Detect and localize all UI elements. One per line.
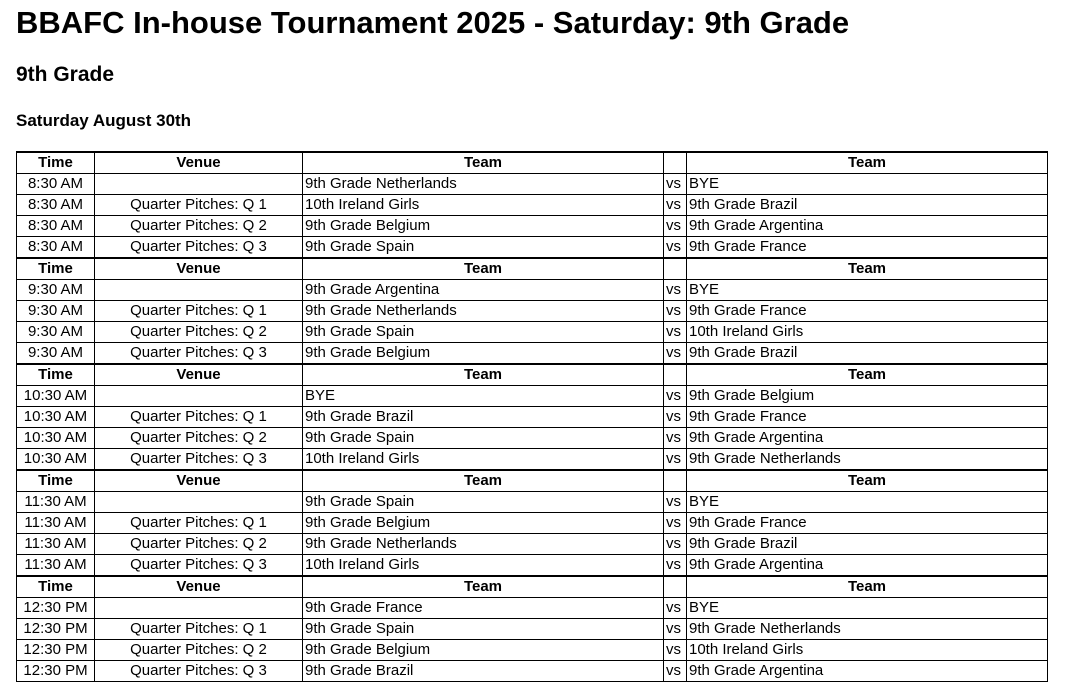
match-venue: Quarter Pitches: Q 1 (95, 407, 303, 428)
match-time: 12:30 PM (17, 619, 95, 640)
match-venue: Quarter Pitches: Q 2 (95, 640, 303, 661)
match-time: 9:30 AM (17, 322, 95, 343)
vs-label: vs (664, 513, 687, 534)
away-team: 9th Grade Belgium (687, 386, 1048, 407)
table-row (17, 449, 1048, 471)
header-vs (664, 152, 687, 174)
match-venue: Quarter Pitches: Q 1 (95, 619, 303, 640)
table-row (17, 661, 1048, 682)
match-venue: Quarter Pitches: Q 2 (95, 428, 303, 449)
table-row (17, 555, 1048, 577)
header-team: Team (303, 364, 664, 386)
table-row (17, 343, 1048, 365)
match-time: 12:30 PM (17, 640, 95, 661)
vs-label: vs (664, 428, 687, 449)
match-venue: Quarter Pitches: Q 1 (95, 195, 303, 216)
home-team: 9th Grade Netherlands (303, 301, 664, 322)
match-venue: Quarter Pitches: Q 3 (95, 555, 303, 577)
date-heading: Saturday August 30th (16, 111, 192, 130)
match-time: 10:30 AM (17, 428, 95, 449)
match-venue: Quarter Pitches: Q 3 (95, 449, 303, 471)
match-venue: Quarter Pitches: Q 3 (95, 237, 303, 259)
header-vs (664, 364, 687, 386)
vs-label: vs (664, 301, 687, 322)
match-venue (95, 174, 303, 195)
header-time: Time (17, 364, 95, 386)
home-team: 9th Grade Spain (303, 619, 664, 640)
home-team: 9th Grade Spain (303, 492, 664, 513)
match-venue: Quarter Pitches: Q 2 (95, 216, 303, 237)
header-time: Time (17, 258, 95, 280)
away-team: BYE (687, 492, 1048, 513)
home-team: BYE (303, 386, 664, 407)
table-row (17, 280, 1048, 301)
vs-label: vs (664, 555, 687, 577)
table-row (17, 237, 1048, 259)
header-venue: Venue (95, 152, 303, 174)
header-venue: Venue (95, 364, 303, 386)
home-team: 9th Grade Netherlands (303, 174, 664, 195)
away-team: 9th Grade Brazil (687, 343, 1048, 365)
match-venue: Quarter Pitches: Q 1 (95, 301, 303, 322)
match-time: 10:30 AM (17, 449, 95, 471)
table-row (17, 428, 1048, 449)
header-team-2: Team (687, 576, 1048, 598)
away-team: BYE (687, 598, 1048, 619)
table-row (17, 407, 1048, 428)
match-time: 11:30 AM (17, 534, 95, 555)
home-team: 10th Ireland Girls (303, 449, 664, 471)
table-header-row (17, 364, 1048, 386)
match-time: 8:30 AM (17, 216, 95, 237)
page-title: BBAFC In-house Tournament 2025 - Saturday: 9th Grade (16, 5, 850, 40)
vs-label: vs (664, 619, 687, 640)
header-team-2: Team (687, 258, 1048, 280)
match-venue (95, 280, 303, 301)
table-row (17, 619, 1048, 640)
away-team: 9th Grade Brazil (687, 195, 1048, 216)
away-team: 9th Grade Argentina (687, 216, 1048, 237)
table-header-row (17, 576, 1048, 598)
away-team: BYE (687, 280, 1048, 301)
match-time: 10:30 AM (17, 386, 95, 407)
header-vs (664, 576, 687, 598)
header-vs (664, 258, 687, 280)
match-time: 9:30 AM (17, 301, 95, 322)
away-team: BYE (687, 174, 1048, 195)
away-team: 9th Grade Brazil (687, 534, 1048, 555)
match-time: 11:30 AM (17, 513, 95, 534)
home-team: 9th Grade Belgium (303, 343, 664, 365)
header-team: Team (303, 470, 664, 492)
table-row (17, 322, 1048, 343)
home-team: 9th Grade Spain (303, 322, 664, 343)
header-team: Team (303, 152, 664, 174)
table-header-row (17, 258, 1048, 280)
match-time: 11:30 AM (17, 555, 95, 577)
vs-label: vs (664, 534, 687, 555)
away-team: 9th Grade France (687, 407, 1048, 428)
header-team: Team (303, 576, 664, 598)
vs-label: vs (664, 322, 687, 343)
match-time: 8:30 AM (17, 195, 95, 216)
match-venue: Quarter Pitches: Q 3 (95, 661, 303, 682)
home-team: 9th Grade Belgium (303, 640, 664, 661)
vs-label: vs (664, 386, 687, 407)
home-team: 9th Grade Netherlands (303, 534, 664, 555)
away-team: 10th Ireland Girls (687, 640, 1048, 661)
table-row (17, 216, 1048, 237)
vs-label: vs (664, 598, 687, 619)
away-team: 9th Grade France (687, 237, 1048, 259)
home-team: 9th Grade Belgium (303, 216, 664, 237)
vs-label: vs (664, 280, 687, 301)
schedule-table (16, 151, 1048, 682)
header-time: Time (17, 152, 95, 174)
match-time: 11:30 AM (17, 492, 95, 513)
table-row (17, 492, 1048, 513)
header-team-2: Team (687, 152, 1048, 174)
header-team-2: Team (687, 470, 1048, 492)
match-time: 10:30 AM (17, 407, 95, 428)
table-row (17, 640, 1048, 661)
table-row (17, 513, 1048, 534)
table-row (17, 386, 1048, 407)
vs-label: vs (664, 640, 687, 661)
match-time: 12:30 PM (17, 598, 95, 619)
vs-label: vs (664, 237, 687, 259)
away-team: 9th Grade Argentina (687, 428, 1048, 449)
vs-label: vs (664, 343, 687, 365)
home-team: 9th Grade Brazil (303, 661, 664, 682)
match-time: 9:30 AM (17, 280, 95, 301)
match-venue: Quarter Pitches: Q 3 (95, 343, 303, 365)
away-team: 9th Grade Argentina (687, 661, 1048, 682)
vs-label: vs (664, 195, 687, 216)
vs-label: vs (664, 661, 687, 682)
away-team: 9th Grade Netherlands (687, 619, 1048, 640)
table-row (17, 534, 1048, 555)
table-row (17, 301, 1048, 322)
match-venue (95, 492, 303, 513)
header-venue: Venue (95, 258, 303, 280)
header-team-2: Team (687, 364, 1048, 386)
table-row (17, 195, 1048, 216)
header-venue: Venue (95, 470, 303, 492)
schedule-body (17, 152, 1048, 682)
vs-label: vs (664, 174, 687, 195)
match-time: 8:30 AM (17, 174, 95, 195)
header-venue: Venue (95, 576, 303, 598)
match-time: 8:30 AM (17, 237, 95, 259)
table-header-row (17, 152, 1048, 174)
header-vs (664, 470, 687, 492)
home-team: 10th Ireland Girls (303, 195, 664, 216)
match-venue (95, 386, 303, 407)
table-row (17, 174, 1048, 195)
match-time: 12:30 PM (17, 661, 95, 682)
home-team: 9th Grade Argentina (303, 280, 664, 301)
match-time: 9:30 AM (17, 343, 95, 365)
away-team: 9th Grade France (687, 513, 1048, 534)
vs-label: vs (664, 492, 687, 513)
match-venue: Quarter Pitches: Q 1 (95, 513, 303, 534)
match-venue (95, 598, 303, 619)
home-team: 9th Grade Spain (303, 237, 664, 259)
header-time: Time (17, 576, 95, 598)
grade-heading: 9th Grade (16, 63, 115, 86)
away-team: 9th Grade Netherlands (687, 449, 1048, 471)
away-team: 9th Grade France (687, 301, 1048, 322)
match-venue: Quarter Pitches: Q 2 (95, 534, 303, 555)
home-team: 9th Grade Brazil (303, 407, 664, 428)
home-team: 10th Ireland Girls (303, 555, 664, 577)
match-venue: Quarter Pitches: Q 2 (95, 322, 303, 343)
vs-label: vs (664, 407, 687, 428)
vs-label: vs (664, 449, 687, 471)
home-team: 9th Grade Belgium (303, 513, 664, 534)
header-time: Time (17, 470, 95, 492)
table-row (17, 598, 1048, 619)
home-team: 9th Grade France (303, 598, 664, 619)
header-team: Team (303, 258, 664, 280)
away-team: 10th Ireland Girls (687, 322, 1048, 343)
vs-label: vs (664, 216, 687, 237)
away-team: 9th Grade Argentina (687, 555, 1048, 577)
home-team: 9th Grade Spain (303, 428, 664, 449)
table-header-row (17, 470, 1048, 492)
